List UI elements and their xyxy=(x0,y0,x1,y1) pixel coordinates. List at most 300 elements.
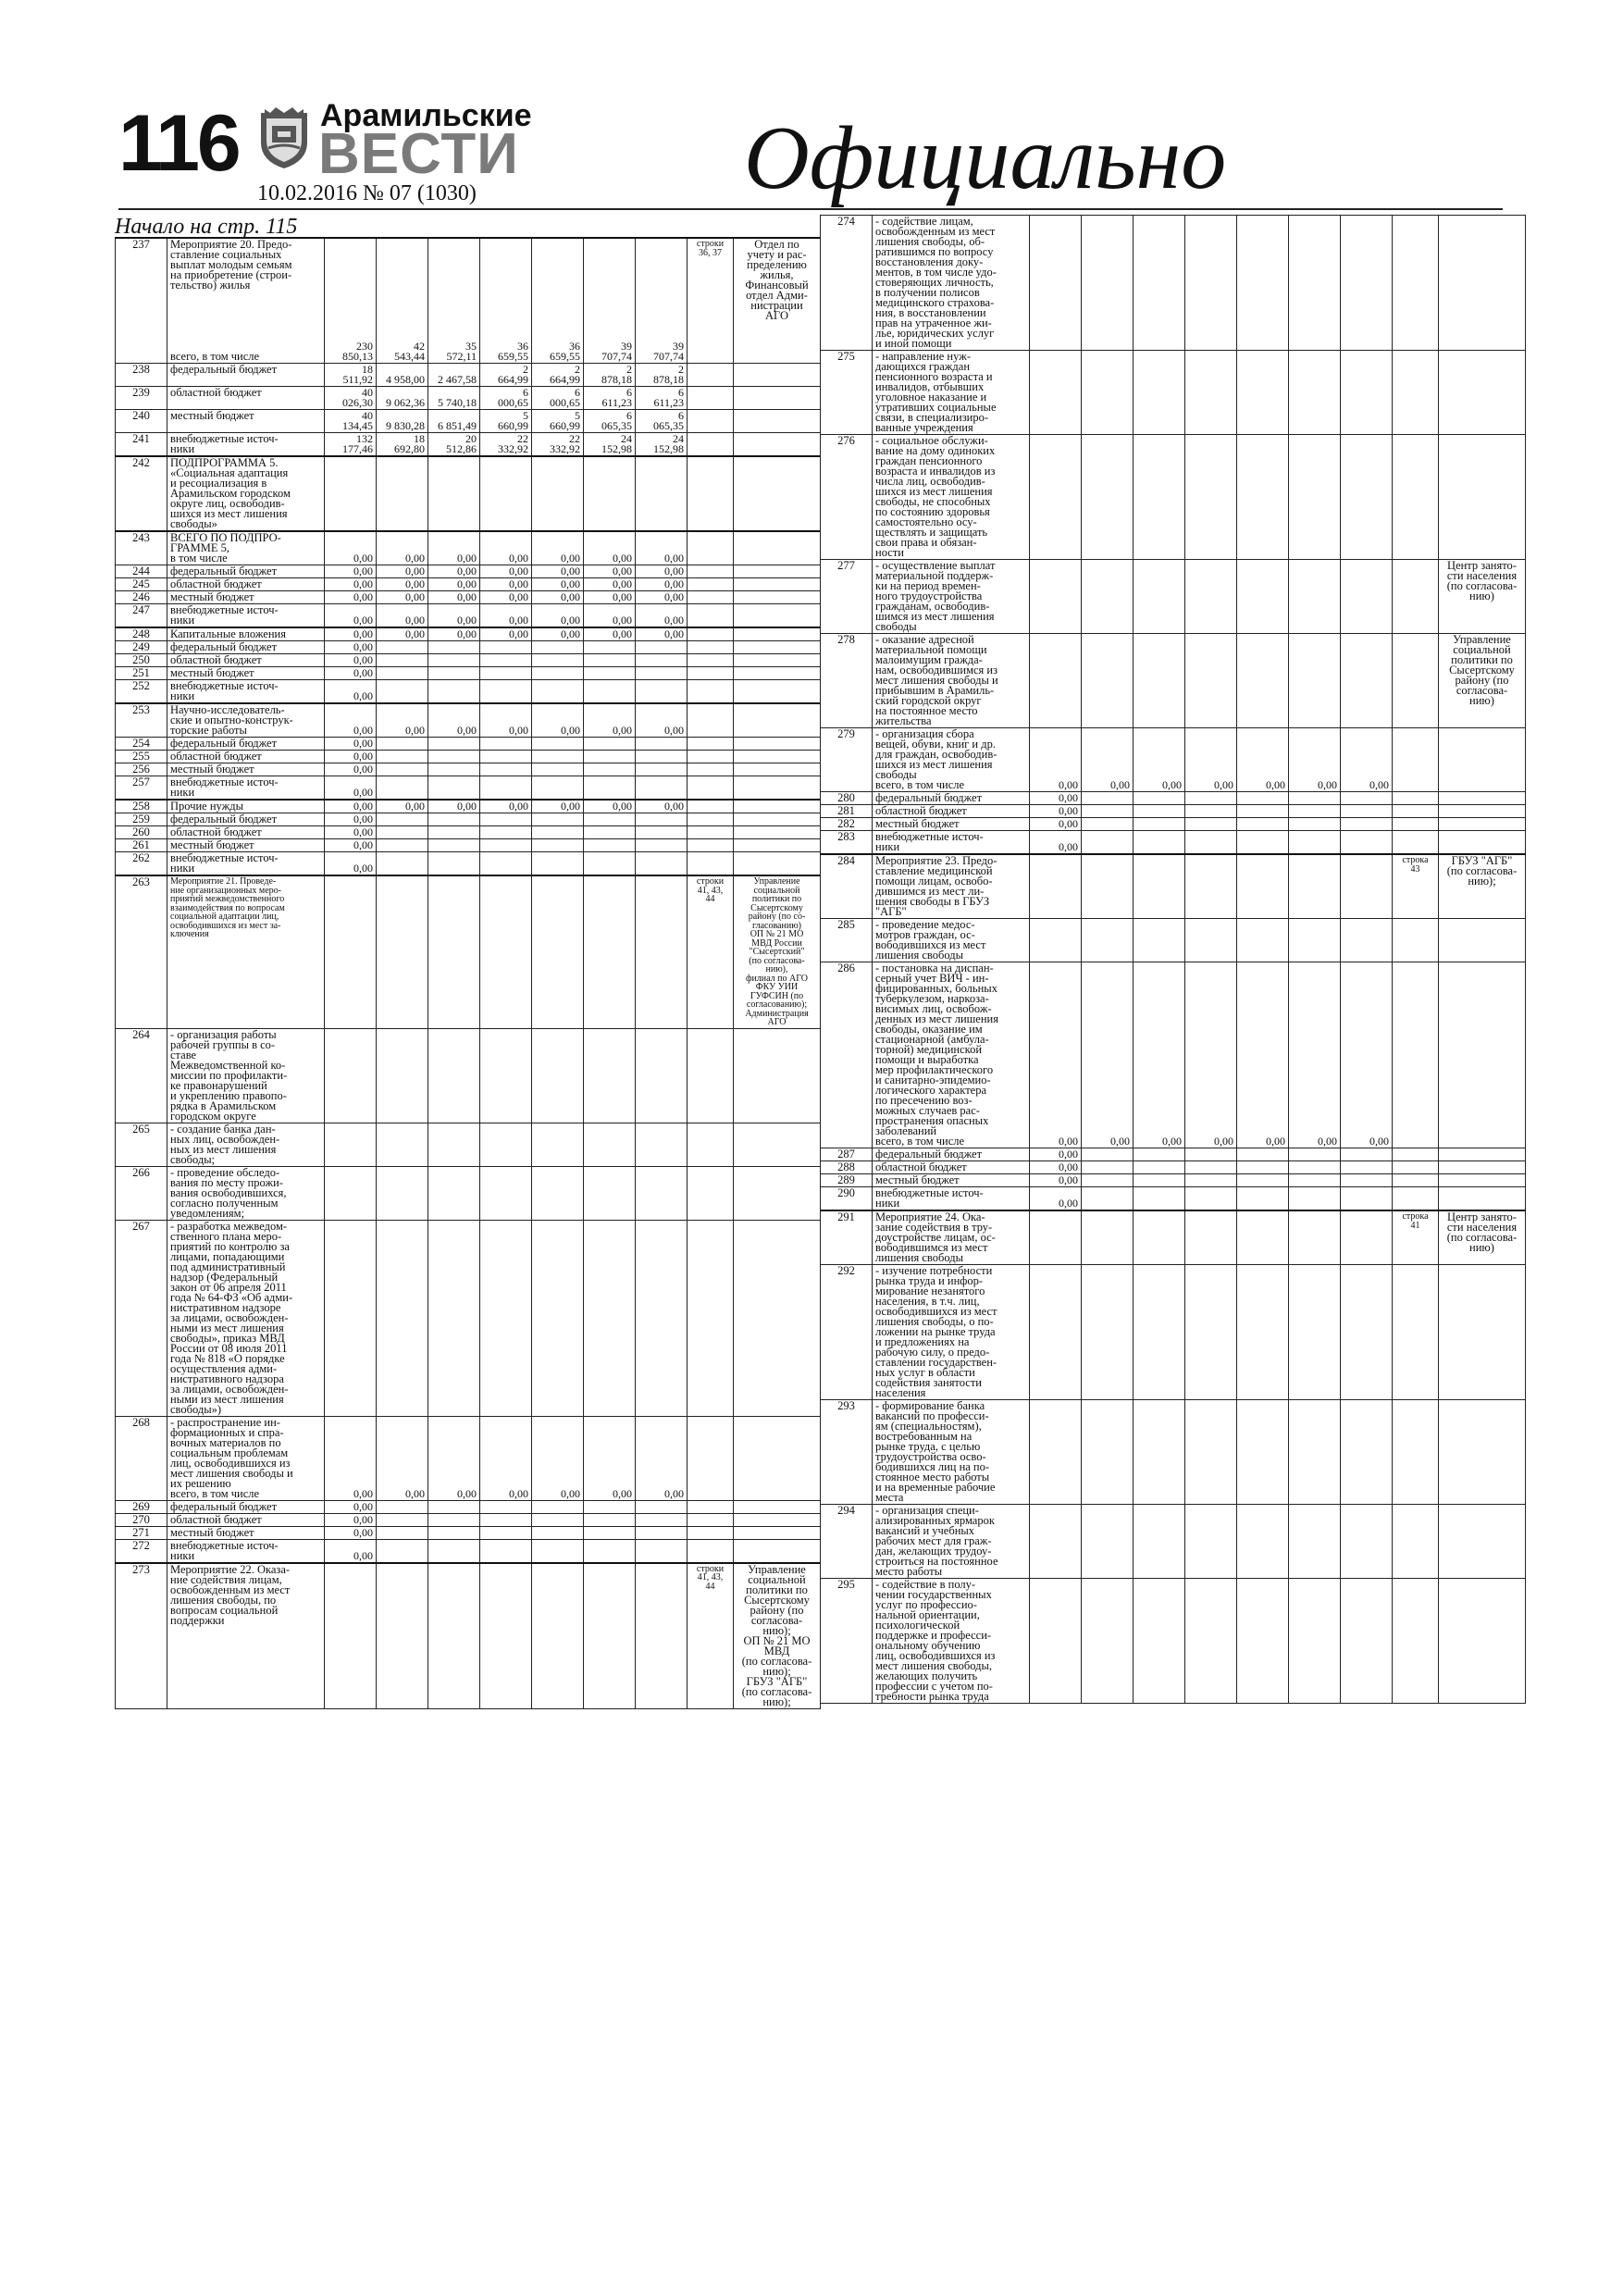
amount-cell: 24 152,98 xyxy=(636,433,688,457)
table-row xyxy=(116,852,821,876)
target-indicator-cell xyxy=(1393,1161,1439,1174)
executor-cell xyxy=(734,839,821,852)
amount-cell: 0,00 xyxy=(377,800,428,813)
amount-cell: 0,00 xyxy=(480,703,532,738)
amount-cell xyxy=(584,826,636,839)
row-description: ВСЕГО ПО ПОДПРО- ГРАММЕ 5, в том числе xyxy=(167,531,325,565)
amount-cell xyxy=(1082,919,1134,962)
amount-cell xyxy=(584,1526,636,1539)
amount-cell xyxy=(584,1220,636,1416)
row-description: - оказание адресной материальной помощи малоимущим гражда- нам, освободившимся из мест лишения свободы и прибывшим в Арамиль- ский городской округ на постоянное место жительства xyxy=(873,634,1030,728)
row-number: 283 xyxy=(821,831,873,855)
amount-cell xyxy=(1134,560,1185,634)
amount-cell: 0,00 xyxy=(636,627,688,641)
amount-cell xyxy=(1237,831,1289,855)
amount-cell: 0,00 xyxy=(584,703,636,738)
amount-cell: 0,00 xyxy=(480,627,532,641)
amount-cell: 0,00 xyxy=(325,565,377,578)
row-number: 269 xyxy=(116,1500,167,1513)
row-description: местный бюджет xyxy=(167,410,325,433)
target-indicator-cell: строки 41, 43, 44 xyxy=(688,875,734,1028)
amount-cell xyxy=(584,852,636,876)
row-description: Мероприятие 24. Ока- зание содействия в тру- доустройстве лицам, ос- вободившимся из мест лишения свободы xyxy=(873,1210,1030,1265)
amount-cell xyxy=(1341,1210,1393,1265)
amount-cell xyxy=(480,738,532,751)
executor-cell xyxy=(734,1123,821,1166)
amount-cell xyxy=(1237,1400,1289,1505)
table-row xyxy=(116,433,821,457)
amount-cell xyxy=(1134,351,1185,435)
row-description: - разработка межведом- ственного плана меро- приятий по контролю за лицами, попадающими под административный надзор (Федеральный закон от 06 апреля 2011 года № 64-ФЗ «Об адми- нистративном надзоре за лицами, освобожден- ными из мест лишения свободы», приказ МВД России от 08 июля 2011 года № 818 «О порядке осуществления адми- нистративного надзора за лицами, освобожден- ными из мест лишения свободы») xyxy=(167,1220,325,1416)
amount-cell: 0,00 xyxy=(1030,818,1082,831)
amount-cell xyxy=(428,1563,480,1709)
executor-cell xyxy=(734,738,821,751)
row-number: 260 xyxy=(116,826,167,839)
amount-cell xyxy=(480,456,532,531)
amount-cell: 40 026,30 xyxy=(325,387,377,410)
amount-cell xyxy=(1134,1210,1185,1265)
row-number: 250 xyxy=(116,654,167,667)
executor-cell xyxy=(1439,1187,1526,1211)
amount-cell: 0,00 xyxy=(584,1416,636,1500)
table-row xyxy=(116,776,821,800)
table-row xyxy=(821,1148,1526,1161)
table-row xyxy=(821,634,1526,728)
target-indicator-cell xyxy=(1393,792,1439,805)
executor-cell xyxy=(734,654,821,667)
amount-cell xyxy=(1289,1174,1341,1187)
amount-cell: 0,00 xyxy=(636,565,688,578)
amount-cell: 0,00 xyxy=(532,627,584,641)
amount-cell: 0,00 xyxy=(325,680,377,704)
row-description: федеральный бюджет xyxy=(873,1148,1030,1161)
amount-cell xyxy=(377,826,428,839)
row-number: 263 xyxy=(116,875,167,1028)
amount-cell xyxy=(636,680,688,704)
executor-cell xyxy=(1439,831,1526,855)
amount-cell xyxy=(532,1123,584,1166)
target-indicator-cell xyxy=(688,1166,734,1220)
amount-cell xyxy=(480,1123,532,1166)
executor-cell xyxy=(734,531,821,565)
executor-cell xyxy=(734,703,821,738)
executor-cell xyxy=(734,813,821,826)
amount-cell xyxy=(480,667,532,680)
amount-cell xyxy=(428,875,480,1028)
amount-cell: 0,00 xyxy=(377,578,428,591)
amount-cell xyxy=(1237,1174,1289,1187)
table-row xyxy=(821,1187,1526,1211)
target-indicator-cell xyxy=(688,763,734,776)
row-description: федеральный бюджет xyxy=(167,641,325,654)
amount-cell xyxy=(428,839,480,852)
row-number: 265 xyxy=(116,1123,167,1166)
amount-cell: 5 660,99 xyxy=(532,410,584,433)
amount-cell: 0,00 xyxy=(1185,728,1237,792)
amount-cell xyxy=(325,1123,377,1166)
amount-cell: 0,00 xyxy=(428,565,480,578)
amount-cell xyxy=(584,654,636,667)
amount-cell: 0,00 xyxy=(1030,1174,1082,1187)
amount-cell: 0,00 xyxy=(325,1539,377,1563)
row-description: федеральный бюджет xyxy=(167,565,325,578)
amount-cell: 5 740,18 xyxy=(428,387,480,410)
row-number: 271 xyxy=(116,1526,167,1539)
table-row xyxy=(116,1028,821,1123)
executor-cell xyxy=(734,763,821,776)
amount-cell xyxy=(584,813,636,826)
amount-cell xyxy=(636,1220,688,1416)
row-number: 245 xyxy=(116,578,167,591)
target-indicator-cell xyxy=(688,604,734,628)
amount-cell: 0,00 xyxy=(325,1416,377,1500)
amount-cell: 0,00 xyxy=(377,591,428,604)
target-indicator-cell xyxy=(1393,919,1439,962)
amount-cell: 0,00 xyxy=(584,604,636,628)
amount-cell: 22 332,92 xyxy=(532,433,584,457)
row-description: областной бюджет xyxy=(167,826,325,839)
table-row xyxy=(116,531,821,565)
amount-cell xyxy=(584,738,636,751)
row-number: 276 xyxy=(821,435,873,560)
row-number: 248 xyxy=(116,627,167,641)
table-row xyxy=(116,1220,821,1416)
table-row xyxy=(116,800,821,813)
row-number: 242 xyxy=(116,456,167,531)
executor-cell xyxy=(734,578,821,591)
row-description: внебюджетные источ- ники xyxy=(167,776,325,800)
target-indicator-cell xyxy=(688,1526,734,1539)
row-number: 256 xyxy=(116,763,167,776)
amount-cell xyxy=(480,1563,532,1709)
amount-cell xyxy=(1341,634,1393,728)
amount-cell: 0,00 xyxy=(532,565,584,578)
amount-cell: 0,00 xyxy=(377,604,428,628)
amount-cell: 0,00 xyxy=(325,641,377,654)
amount-cell: 39 707,74 xyxy=(636,238,688,364)
amount-cell: 0,00 xyxy=(1237,962,1289,1148)
amount-cell: 9 830,28 xyxy=(377,410,428,433)
executor-cell xyxy=(734,387,821,410)
table-row xyxy=(116,839,821,852)
row-number: 292 xyxy=(821,1265,873,1400)
amount-cell xyxy=(636,751,688,763)
amount-cell xyxy=(1237,854,1289,919)
amount-cell xyxy=(377,654,428,667)
table-row xyxy=(116,703,821,738)
amount-cell xyxy=(480,1220,532,1416)
amount-cell xyxy=(584,641,636,654)
amount-cell xyxy=(1185,1505,1237,1579)
amount-cell xyxy=(1237,805,1289,818)
amount-cell xyxy=(428,667,480,680)
target-indicator-cell: строка 43 xyxy=(1393,854,1439,919)
amount-cell xyxy=(1289,1210,1341,1265)
amount-cell: 0,00 xyxy=(584,531,636,565)
row-description: областной бюджет xyxy=(873,1161,1030,1174)
amount-cell xyxy=(636,654,688,667)
amount-cell xyxy=(636,1526,688,1539)
row-description: - содействие лицам, освобожденным из мест лишения свободы, об- ратившимся по вопросу восстановления доку- ментов, в том числе удо- стоверяющих личность, в получении полисов медицинского страхова- ния, в восстановлении прав на утраченное жи- лье, юридических услуг и иной помощи xyxy=(873,216,1030,351)
amount-cell xyxy=(377,1028,428,1123)
amount-cell xyxy=(532,680,584,704)
amount-cell xyxy=(377,1500,428,1513)
amount-cell xyxy=(480,1513,532,1526)
amount-cell xyxy=(428,1513,480,1526)
amount-cell xyxy=(1289,634,1341,728)
row-description: Мероприятие 22. Оказа- ние содействия лицам, освобожденным из мест лишения свободы, по вопросам социальной поддержки xyxy=(167,1563,325,1709)
amount-cell xyxy=(636,839,688,852)
amount-cell: 0,00 xyxy=(1030,805,1082,818)
target-indicator-cell xyxy=(1393,1174,1439,1187)
amount-cell: 0,00 xyxy=(325,627,377,641)
amount-cell xyxy=(1082,560,1134,634)
executor-cell xyxy=(1439,1400,1526,1505)
table-row xyxy=(116,751,821,763)
amount-cell xyxy=(1237,435,1289,560)
target-indicator-cell xyxy=(688,433,734,457)
executor-cell xyxy=(734,1539,821,1563)
amount-cell xyxy=(428,813,480,826)
amount-cell xyxy=(1289,831,1341,855)
table-row xyxy=(116,1166,821,1220)
table-row xyxy=(116,1513,821,1526)
amount-cell: 6 000,65 xyxy=(480,387,532,410)
amount-cell xyxy=(1341,818,1393,831)
amount-cell: 6 851,49 xyxy=(428,410,480,433)
target-indicator-cell xyxy=(688,852,734,876)
amount-cell xyxy=(325,1563,377,1709)
amount-cell: 0,00 xyxy=(428,800,480,813)
amount-cell xyxy=(532,1028,584,1123)
amount-cell xyxy=(1134,634,1185,728)
row-number: 280 xyxy=(821,792,873,805)
table-row xyxy=(821,1400,1526,1505)
amount-cell: 5 660,99 xyxy=(480,410,532,433)
amount-cell xyxy=(1289,1579,1341,1704)
executor-cell xyxy=(734,1166,821,1220)
amount-cell: 4 958,00 xyxy=(377,364,428,387)
amount-cell xyxy=(636,1123,688,1166)
executor-cell xyxy=(1439,1174,1526,1187)
amount-cell: 0,00 xyxy=(325,578,377,591)
executor-cell xyxy=(1439,962,1526,1148)
amount-cell xyxy=(1185,805,1237,818)
amount-cell xyxy=(1341,560,1393,634)
executor-cell xyxy=(1439,805,1526,818)
amount-cell: 0,00 xyxy=(1030,1161,1082,1174)
amount-cell xyxy=(1134,831,1185,855)
amount-cell xyxy=(1030,351,1082,435)
amount-cell xyxy=(480,1028,532,1123)
row-description: Научно-исследователь- ские и опытно-конструк- торские работы xyxy=(167,703,325,738)
executor-cell xyxy=(734,1220,821,1416)
executor-cell xyxy=(734,1526,821,1539)
amount-cell xyxy=(532,1563,584,1709)
amount-cell xyxy=(532,654,584,667)
amount-cell xyxy=(1134,1579,1185,1704)
amount-cell xyxy=(532,1513,584,1526)
table-row xyxy=(116,680,821,704)
amount-cell xyxy=(1185,435,1237,560)
amount-cell: 0,00 xyxy=(480,531,532,565)
amount-cell xyxy=(377,1166,428,1220)
target-indicator-cell xyxy=(688,456,734,531)
amount-cell xyxy=(377,738,428,751)
row-description: - организация специ- ализированных ярмарок вакансий и учебных рабочих мест для граж- дан, желающих трудоу- строиться на постоянное место работы xyxy=(873,1505,1030,1579)
row-description: местный бюджет xyxy=(167,591,325,604)
table-row xyxy=(821,435,1526,560)
amount-cell xyxy=(1134,818,1185,831)
amount-cell: 0,00 xyxy=(1289,962,1341,1148)
target-indicator-cell xyxy=(688,826,734,839)
amount-cell xyxy=(636,1539,688,1563)
amount-cell xyxy=(1030,634,1082,728)
amount-cell: 0,00 xyxy=(480,591,532,604)
row-number: 243 xyxy=(116,531,167,565)
executor-cell xyxy=(734,604,821,628)
amount-cell xyxy=(480,763,532,776)
row-number: 257 xyxy=(116,776,167,800)
row-description: - проведение медос- мотров граждан, ос- вободившихся из мест лишения свободы xyxy=(873,919,1030,962)
row-description: внебюджетные источ- ники xyxy=(167,433,325,457)
target-indicator-cell xyxy=(688,1539,734,1563)
target-indicator-cell xyxy=(1393,1148,1439,1161)
amount-cell xyxy=(532,776,584,800)
row-description: - содействие в полу- чении государственных услуг по профессио- нальной ориентации, психологической поддержке и професси- ональному обучению лиц, освободившихся из мест лишения свободы, желающих получить профессии с учетом по- требности рынка труда xyxy=(873,1579,1030,1704)
amount-cell xyxy=(636,1028,688,1123)
executor-cell xyxy=(1439,728,1526,792)
amount-cell xyxy=(1237,792,1289,805)
table-row xyxy=(116,667,821,680)
amount-cell: 0,00 xyxy=(636,1416,688,1500)
target-indicator-cell xyxy=(688,703,734,738)
table-row xyxy=(821,962,1526,1148)
amount-cell xyxy=(428,456,480,531)
amount-cell xyxy=(636,852,688,876)
row-description: - осуществление выплат материальной поддерж- ки на период времен- ного трудоустройства гражданам, освободив- шимся из мест лишения свободы xyxy=(873,560,1030,634)
amount-cell xyxy=(428,680,480,704)
table-row xyxy=(116,1539,821,1563)
amount-cell: 0,00 xyxy=(325,1500,377,1513)
amount-cell xyxy=(428,1500,480,1513)
amount-cell: 0,00 xyxy=(532,703,584,738)
amount-cell xyxy=(1185,634,1237,728)
amount-cell: 0,00 xyxy=(325,763,377,776)
amount-cell: 230 850,13 xyxy=(325,238,377,364)
target-indicator-cell xyxy=(688,1123,734,1166)
amount-cell: 6 000,65 xyxy=(532,387,584,410)
amount-cell xyxy=(532,839,584,852)
amount-cell xyxy=(584,667,636,680)
amount-cell xyxy=(584,1563,636,1709)
amount-cell xyxy=(1289,1187,1341,1211)
amount-cell: 0,00 xyxy=(325,591,377,604)
amount-cell xyxy=(584,1028,636,1123)
target-indicator-cell xyxy=(1393,351,1439,435)
table-row xyxy=(821,560,1526,634)
amount-cell: 0,00 xyxy=(325,1526,377,1539)
target-indicator-cell xyxy=(688,751,734,763)
amount-cell xyxy=(1082,792,1134,805)
executor-cell xyxy=(734,456,821,531)
amount-cell xyxy=(480,680,532,704)
amount-cell: 0,00 xyxy=(377,703,428,738)
table-row xyxy=(116,813,821,826)
amount-cell xyxy=(1185,919,1237,962)
target-indicator-cell xyxy=(1393,634,1439,728)
amount-cell: 0,00 xyxy=(1082,962,1134,1148)
amount-cell: 0,00 xyxy=(584,800,636,813)
amount-cell xyxy=(1134,1265,1185,1400)
row-description: - проведение обследо- вания по месту прожи- вания освободившихся, согласно полученным уведомлениям; xyxy=(167,1166,325,1220)
amount-cell xyxy=(532,641,584,654)
target-indicator-cell xyxy=(688,1500,734,1513)
executor-cell xyxy=(1439,1161,1526,1174)
executor-cell: Управление социальной политики по Сысертскому району (по согласова- нию); ОП № 21 МО МВД (по согласова- нию); ГБУЗ "АГБ" (по согласова- нию); xyxy=(734,1563,821,1709)
target-indicator-cell xyxy=(1393,560,1439,634)
row-description: местный бюджет xyxy=(873,818,1030,831)
amount-cell xyxy=(377,1539,428,1563)
amount-cell xyxy=(428,763,480,776)
amount-cell xyxy=(1237,1505,1289,1579)
row-number: 239 xyxy=(116,387,167,410)
table-row xyxy=(821,1161,1526,1174)
amount-cell xyxy=(377,813,428,826)
amount-cell xyxy=(377,751,428,763)
executor-cell xyxy=(734,667,821,680)
executor-cell xyxy=(1439,216,1526,351)
target-indicator-cell xyxy=(688,813,734,826)
row-number: 268 xyxy=(116,1416,167,1500)
target-indicator-cell xyxy=(1393,1579,1439,1704)
amount-cell xyxy=(1082,1505,1134,1579)
table-row xyxy=(116,604,821,628)
amount-cell xyxy=(1237,560,1289,634)
target-indicator-cell: строки 41, 43, 44 xyxy=(688,1563,734,1709)
amount-cell: 6 065,35 xyxy=(636,410,688,433)
amount-cell xyxy=(377,776,428,800)
amount-cell xyxy=(428,1123,480,1166)
row-number: 249 xyxy=(116,641,167,654)
amount-cell xyxy=(428,1220,480,1416)
amount-cell: 0,00 xyxy=(325,813,377,826)
amount-cell xyxy=(1237,351,1289,435)
target-indicator-cell xyxy=(688,738,734,751)
amount-cell: 18 692,80 xyxy=(377,433,428,457)
table-row xyxy=(116,364,821,387)
row-number: 255 xyxy=(116,751,167,763)
amount-cell: 20 512,86 xyxy=(428,433,480,457)
amount-cell xyxy=(1237,1579,1289,1704)
amount-cell xyxy=(584,1513,636,1526)
amount-cell: 0,00 xyxy=(1030,831,1082,855)
amount-cell xyxy=(1082,1210,1134,1265)
amount-cell xyxy=(480,826,532,839)
row-description: - изучение потребности рынка труда и инфор- мирование незанятого населения, в т.ч. лиц, освободившихся из мест лишения свободы, о по- ложении на рынке труда и предложениях на рабочую силу, о предо- ставлении государствен- ных услуг в области содействия занятости населения xyxy=(873,1265,1030,1400)
amount-cell xyxy=(1341,805,1393,818)
row-description: областной бюджет xyxy=(873,805,1030,818)
table-row xyxy=(116,875,821,1028)
amount-cell xyxy=(532,875,584,1028)
amount-cell xyxy=(428,1166,480,1220)
executor-cell xyxy=(734,1500,821,1513)
amount-cell xyxy=(325,1028,377,1123)
executor-cell: Центр занято- сти населения (по согласова- нию) xyxy=(1439,1210,1526,1265)
executor-cell xyxy=(734,565,821,578)
amount-cell xyxy=(584,680,636,704)
row-description: местный бюджет xyxy=(873,1174,1030,1187)
